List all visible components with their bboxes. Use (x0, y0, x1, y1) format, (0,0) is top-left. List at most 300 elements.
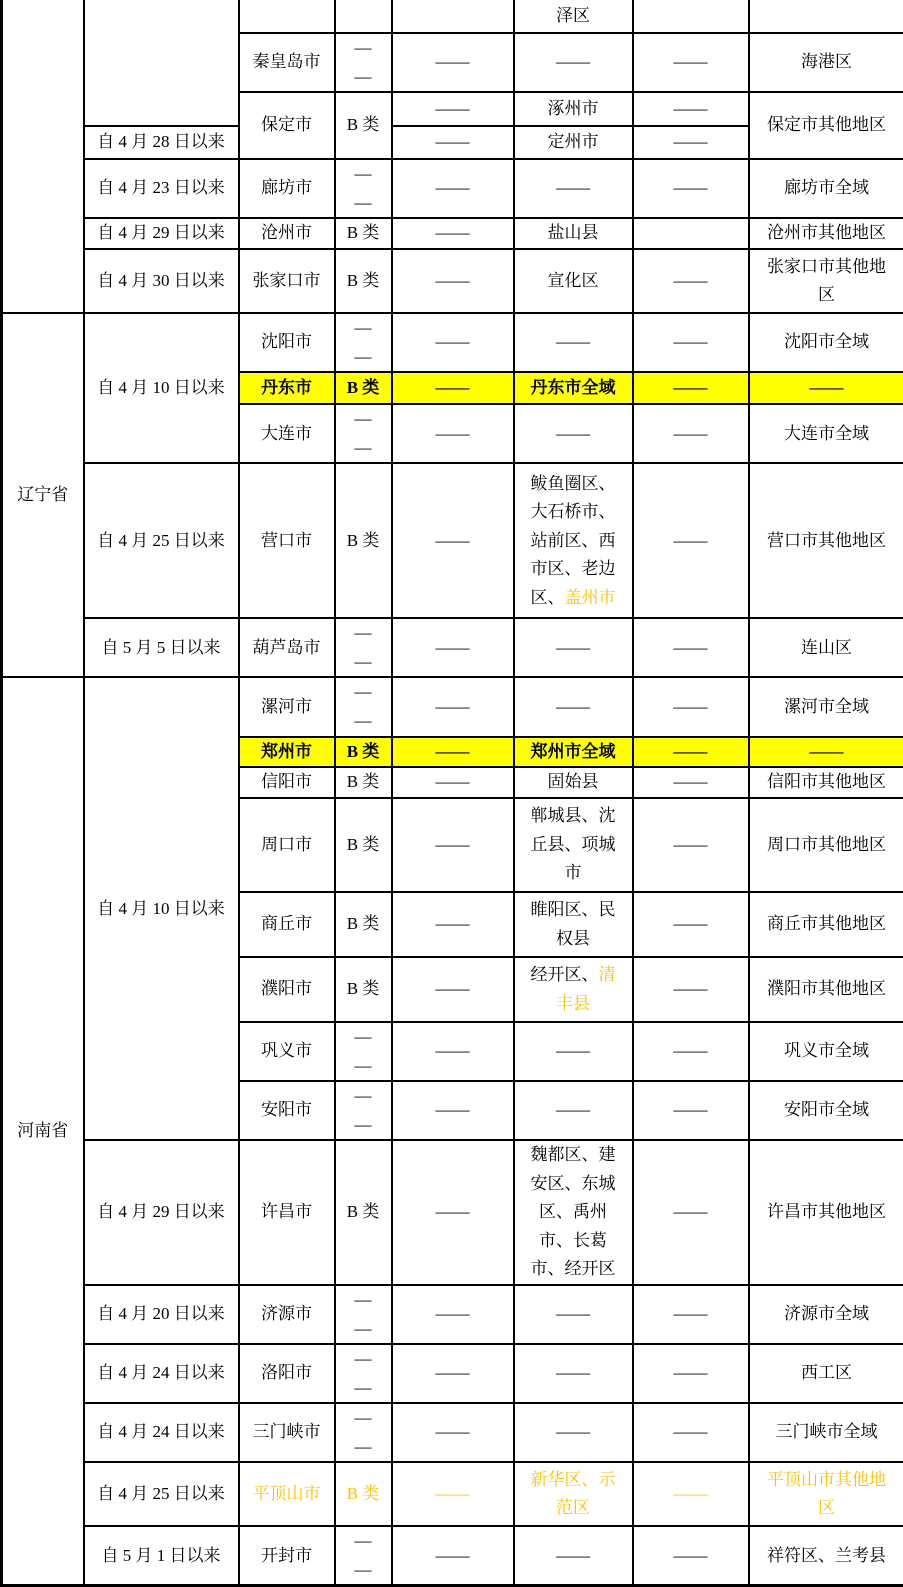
cell-text: 自 4 月 24 日以来 (97, 1422, 225, 1441)
cell-text: 自 4 月 24 日以来 (97, 1363, 225, 1382)
cell-text: 鲅鱼圈区、大石桥市、站前区、西市区、老边区、 (531, 474, 616, 607)
cell-text: 自 4 月 20 日以来 (97, 1304, 225, 1323)
other-areas-cell (749, 737, 903, 768)
cell-text: —— (436, 1484, 470, 1503)
other-areas-cell (749, 798, 903, 892)
category-cell (335, 1462, 392, 1526)
dash-cell (392, 372, 514, 404)
dash-cell (392, 126, 514, 159)
cell-text: 固始县 (548, 772, 599, 791)
cell-text: 自 5 月 5 日以来 (102, 638, 221, 657)
cell-text: 许昌市 (261, 1202, 312, 1221)
cell-text: 沈阳市 (261, 332, 312, 351)
cell-text: 丹东市 (261, 378, 312, 397)
cell-text: —— (674, 742, 708, 761)
dash-cell (392, 404, 514, 463)
cell-text: —— (674, 99, 708, 118)
city-cell (239, 313, 335, 372)
dash-cell (633, 159, 749, 218)
cell-text: —— (436, 424, 470, 443)
cell-text: 营口市 (261, 531, 312, 550)
category-cell (335, 463, 392, 618)
cell-text: —— (436, 531, 470, 550)
dash-cell (633, 737, 749, 768)
dash-cell (633, 218, 749, 249)
cell-text: 大连市 (261, 424, 312, 443)
city-cell (239, 892, 335, 957)
cell-text: —— (674, 1546, 708, 1565)
dash-cell (633, 1022, 749, 1081)
risk-area-table-body (2, 0, 903, 1586)
cell-text: —— (556, 1422, 590, 1441)
cell-text: 自 4 月 25 日以来 (97, 531, 225, 550)
risk-areas-cell (514, 618, 633, 677)
cell-text: —— (436, 1100, 470, 1119)
cell-text: —— (556, 424, 590, 443)
risk-areas-cell (514, 218, 633, 249)
cell-text: B 类 (347, 835, 380, 854)
cell-text: 自 4 月 10 日以来 (97, 378, 225, 397)
start-date-cell (84, 1140, 239, 1285)
cell-text: —— (810, 378, 844, 397)
table-row (2, 1140, 903, 1285)
dash-cell (392, 33, 514, 92)
other-areas-cell (749, 1022, 903, 1081)
other-areas-cell (749, 957, 903, 1022)
cell-text: 信阳市其他地区 (767, 772, 886, 791)
cell-text: B 类 (347, 531, 380, 550)
cell-text: —— (674, 332, 708, 351)
other-areas-cell (749, 372, 903, 404)
table-row (2, 677, 903, 736)
cell-text: 海港区 (801, 52, 852, 71)
dash-cell (633, 372, 749, 404)
cell-text: 定州市 (548, 132, 599, 151)
dash-cell (633, 957, 749, 1022)
other-areas-cell (749, 313, 903, 372)
dash-cell (392, 1344, 514, 1403)
cell-text: —— (436, 772, 470, 791)
risk-areas-cell (514, 159, 633, 218)
cell-text: B 类 (347, 115, 380, 134)
dash-cell (392, 1462, 514, 1526)
start-date-cell (84, 1462, 239, 1526)
category-cell (335, 1140, 392, 1285)
start-date-cell (84, 463, 239, 618)
cell-text: —— (556, 1546, 590, 1565)
dash-cell (392, 1081, 514, 1140)
city-cell (239, 92, 335, 159)
other-areas-cell (749, 1344, 903, 1403)
dash-cell (633, 33, 749, 92)
cell-text: 连山区 (801, 638, 852, 657)
city-cell (239, 159, 335, 218)
dash-cell (633, 1344, 749, 1403)
other-areas-cell (749, 1526, 903, 1586)
cell-text: 漯河市全域 (784, 697, 869, 716)
cell-text: 开封市 (261, 1546, 312, 1565)
other-areas-cell (749, 159, 903, 218)
risk-areas-cell (514, 0, 633, 33)
cell-text: 自 4 月 25 日以来 (97, 1484, 225, 1503)
city-cell (239, 1526, 335, 1586)
cell-text: 平顶山市其他地区 (767, 1470, 886, 1518)
cell-text: —— (355, 164, 372, 212)
city-cell (239, 404, 335, 463)
city-cell (239, 1285, 335, 1344)
dash-cell (392, 767, 514, 798)
cell-text: —— (436, 99, 470, 118)
category-cell (335, 313, 392, 372)
city-cell (239, 1403, 335, 1462)
category-cell (335, 372, 392, 404)
cell-text: 漯河市 (261, 697, 312, 716)
other-areas-cell (749, 1081, 903, 1140)
cell-text-accent: 清丰县 (556, 965, 616, 1013)
cell-text: —— (556, 332, 590, 351)
category-cell (335, 798, 392, 892)
cell-text: —— (355, 1531, 372, 1579)
other-areas-cell (749, 33, 903, 92)
city-cell (239, 218, 335, 249)
cell-text: 葫芦岛市 (253, 638, 321, 657)
category-cell (335, 957, 392, 1022)
other-areas-cell (749, 1285, 903, 1344)
start-date-cell (84, 218, 239, 249)
dash-cell (633, 249, 749, 313)
cell-text: 廊坊市 (261, 178, 312, 197)
dash-cell (392, 218, 514, 249)
province-cell (2, 313, 84, 677)
cell-text: 大连市全域 (784, 424, 869, 443)
cell-text: —— (556, 697, 590, 716)
cell-text: 三门峡市 (253, 1422, 321, 1441)
cell-text: 商丘市其他地区 (767, 914, 886, 933)
start-date-cell (84, 249, 239, 313)
cell-text: 经开区、 (531, 965, 599, 984)
dash-cell (633, 404, 749, 463)
dash-cell (633, 1462, 749, 1526)
cell-text: 济源市 (261, 1304, 312, 1323)
cell-text: —— (355, 1290, 372, 1338)
cell-text: —— (556, 1363, 590, 1382)
city-cell (239, 737, 335, 768)
cell-text: 济源市全域 (784, 1304, 869, 1323)
cell-text: —— (556, 1041, 590, 1060)
cell-text: —— (810, 742, 844, 761)
cell-text: —— (674, 52, 708, 71)
other-areas-cell (749, 1403, 903, 1462)
risk-areas-cell (514, 767, 633, 798)
cell-text: B 类 (347, 772, 380, 791)
other-areas-cell (749, 0, 903, 33)
dash-cell (633, 1285, 749, 1344)
cell-text: 濮阳市其他地区 (767, 979, 886, 998)
table-row (2, 1285, 903, 1344)
dash-cell (633, 1526, 749, 1586)
cell-text: B 类 (347, 914, 380, 933)
province-cell (2, 0, 84, 313)
table-row (2, 1526, 903, 1586)
city-cell (239, 372, 335, 404)
cell-text: —— (674, 638, 708, 657)
cell-text: —— (436, 742, 470, 761)
risk-areas-cell (514, 892, 633, 957)
cell-text: 巩义市 (261, 1041, 312, 1060)
dash-cell (633, 0, 749, 33)
other-areas-cell (749, 249, 903, 313)
start-date-cell (84, 1285, 239, 1344)
risk-areas-cell (514, 1403, 633, 1462)
risk-areas-cell (514, 1022, 633, 1081)
dash-cell (633, 126, 749, 159)
cell-text: 郑州市 (261, 742, 312, 761)
other-areas-cell (749, 892, 903, 957)
city-cell (239, 798, 335, 892)
risk-areas-cell (514, 463, 633, 618)
cell-text: 沧州市 (261, 223, 312, 242)
cell-text: 安阳市 (261, 1100, 312, 1119)
cell-text: —— (355, 1408, 372, 1456)
city-cell (239, 1022, 335, 1081)
cell-text: —— (674, 697, 708, 716)
cell-text: —— (355, 682, 372, 730)
cell-text: —— (355, 318, 372, 366)
cell-text: 自 4 月 10 日以来 (97, 899, 225, 918)
cell-text: —— (436, 378, 470, 397)
dash-cell (392, 0, 514, 33)
cell-text: —— (556, 178, 590, 197)
city-cell (239, 1081, 335, 1140)
dash-cell (633, 313, 749, 372)
risk-areas-cell (514, 126, 633, 159)
category-cell (335, 159, 392, 218)
table-row (2, 0, 903, 33)
cell-text: B 类 (347, 271, 380, 290)
risk-areas-cell (514, 1526, 633, 1586)
cell-text: 许昌市其他地区 (767, 1202, 886, 1221)
cell-text: —— (556, 52, 590, 71)
category-cell (335, 404, 392, 463)
cell-text: 廊坊市全域 (784, 178, 869, 197)
cell-text: —— (355, 1086, 372, 1134)
cell-text: —— (436, 223, 470, 242)
risk-areas-cell (514, 798, 633, 892)
cell-text: —— (436, 979, 470, 998)
category-cell (335, 92, 392, 159)
dash-cell (633, 798, 749, 892)
cell-text: 新华区、示范区 (531, 1470, 616, 1518)
category-cell (335, 737, 392, 768)
cell-text: —— (436, 1546, 470, 1565)
cell-text: 保定市 (261, 115, 312, 134)
cell-text: 盐山县 (548, 223, 599, 242)
dash-cell (633, 892, 749, 957)
start-date-cell (84, 159, 239, 218)
dash-cell (633, 463, 749, 618)
cell-text: 睢阳区、民权县 (531, 900, 616, 948)
cell-text: 魏都区、建安区、东城区、禹州市、长葛市、经开区 (531, 1145, 616, 1278)
cell-text: —— (556, 1100, 590, 1119)
risk-areas-cell (514, 313, 633, 372)
risk-areas-cell (514, 372, 633, 404)
dash-cell (633, 618, 749, 677)
cell-text: 郸城县、沈丘县、项城市 (531, 806, 616, 882)
category-cell (335, 1403, 392, 1462)
risk-areas-cell (514, 957, 633, 1022)
category-cell (335, 1526, 392, 1586)
cell-text: 辽宁省 (17, 485, 68, 504)
cell-text: —— (674, 132, 708, 151)
other-areas-cell (749, 618, 903, 677)
table-row (2, 218, 903, 249)
dash-cell (392, 1285, 514, 1344)
cell-text: —— (436, 1363, 470, 1382)
dash-cell (392, 677, 514, 736)
cell-text: B 类 (347, 1484, 380, 1503)
other-areas-cell (749, 1140, 903, 1285)
table-row (2, 618, 903, 677)
risk-areas-cell (514, 33, 633, 92)
cell-text: 洛阳市 (261, 1363, 312, 1382)
table-row (2, 159, 903, 218)
cell-text: —— (674, 914, 708, 933)
risk-areas-cell (514, 1462, 633, 1526)
cell-text: 保定市其他地区 (767, 115, 886, 134)
city-cell (239, 0, 335, 33)
province-cell (2, 677, 84, 1585)
cell-text: —— (436, 638, 470, 657)
category-cell (335, 1344, 392, 1403)
cell-text: —— (674, 1100, 708, 1119)
other-areas-cell (749, 404, 903, 463)
other-areas-cell (749, 677, 903, 736)
cell-text: 周口市其他地区 (767, 835, 886, 854)
cell-text: 自 5 月 1 日以来 (102, 1546, 221, 1565)
table-row (2, 1462, 903, 1526)
cell-text: B 类 (347, 742, 380, 761)
city-cell (239, 463, 335, 618)
start-date-cell (84, 618, 239, 677)
dash-cell (633, 1403, 749, 1462)
dash-cell (392, 1140, 514, 1285)
cell-text: 丹东市全域 (531, 378, 616, 397)
start-date-cell (84, 1344, 239, 1403)
cell-text: B 类 (347, 378, 380, 397)
cell-text: —— (355, 38, 372, 86)
risk-areas-cell (514, 404, 633, 463)
category-cell (335, 618, 392, 677)
cell-text: —— (556, 638, 590, 657)
cell-text: —— (355, 1349, 372, 1397)
cell-text: —— (674, 378, 708, 397)
cell-text: —— (436, 332, 470, 351)
city-cell (239, 767, 335, 798)
cell-text: B 类 (347, 223, 380, 242)
dash-cell (633, 92, 749, 126)
cell-text: —— (355, 409, 372, 457)
cell-text: 周口市 (261, 835, 312, 854)
other-areas-cell (749, 1462, 903, 1526)
cell-text: —— (436, 697, 470, 716)
category-cell (335, 249, 392, 313)
dash-cell (633, 677, 749, 736)
start-date-cell (84, 1526, 239, 1586)
dash-cell (392, 463, 514, 618)
cell-text: —— (436, 52, 470, 71)
risk-areas-cell (514, 249, 633, 313)
table-row (2, 313, 903, 372)
cell-text: —— (674, 1304, 708, 1323)
table-row (2, 249, 903, 313)
city-cell (239, 618, 335, 677)
cell-text: 宣化区 (548, 271, 599, 290)
cell-text: 祥符区、兰考县 (767, 1546, 886, 1565)
city-cell (239, 1140, 335, 1285)
start-date-cell (84, 677, 239, 1140)
start-date-cell (84, 126, 239, 159)
cell-text: —— (674, 1422, 708, 1441)
cell-text: —— (436, 132, 470, 151)
risk-areas-cell (514, 92, 633, 126)
dash-cell (392, 249, 514, 313)
cell-text: 三门峡市全域 (776, 1422, 878, 1441)
cell-text: 张家口市 (253, 271, 321, 290)
risk-areas-cell (514, 1344, 633, 1403)
cell-text: B 类 (347, 1202, 380, 1221)
cell-text: —— (674, 271, 708, 290)
city-cell (239, 249, 335, 313)
cell-text: B 类 (347, 979, 380, 998)
cell-text: 营口市其他地区 (767, 531, 886, 550)
cell-text: 沈阳市全域 (784, 332, 869, 351)
category-cell (335, 1022, 392, 1081)
cell-text: —— (436, 835, 470, 854)
start-date-cell (84, 313, 239, 463)
start-date-cell (84, 0, 239, 126)
cell-text: —— (674, 979, 708, 998)
cell-text: —— (556, 1304, 590, 1323)
cell-text: —— (436, 1422, 470, 1441)
dash-cell (633, 767, 749, 798)
table-row (2, 1344, 903, 1403)
cell-text: 信阳市 (261, 772, 312, 791)
cell-text: —— (674, 1041, 708, 1060)
cell-text: 张家口市其他地区 (767, 257, 886, 305)
cell-text: 郑州市全域 (531, 742, 616, 761)
cell-text-accent: 盖州市 (565, 588, 616, 607)
table-row (2, 463, 903, 618)
cell-text: 巩义市全域 (784, 1041, 869, 1060)
cell-text: —— (674, 1202, 708, 1221)
cell-text: —— (436, 1041, 470, 1060)
cell-text: —— (436, 178, 470, 197)
dash-cell (392, 1526, 514, 1586)
cell-text: —— (436, 271, 470, 290)
cell-text: 沧州市其他地区 (767, 223, 886, 242)
other-areas-cell (749, 92, 903, 159)
other-areas-cell (749, 767, 903, 798)
category-cell (335, 767, 392, 798)
cell-text: —— (674, 531, 708, 550)
cell-text: —— (674, 835, 708, 854)
dash-cell (392, 92, 514, 126)
risk-areas-cell (514, 1285, 633, 1344)
risk-areas-cell (514, 737, 633, 768)
table-row (2, 1403, 903, 1462)
cell-text: 秦皇岛市 (253, 52, 321, 71)
cell-text: 自 4 月 29 日以来 (97, 223, 225, 242)
